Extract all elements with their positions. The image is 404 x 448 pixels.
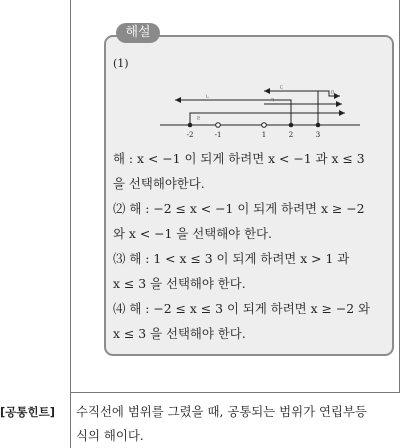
tick-label-3: 3 [315, 131, 321, 139]
point-1 [262, 123, 267, 128]
point-3 [316, 123, 321, 128]
tick-label-neg1: -1 [214, 131, 222, 139]
solution-tag: 해설 [116, 23, 160, 43]
point-2 [289, 123, 294, 128]
solution-line-2: 을 선택해야한다. [113, 176, 205, 191]
tick-label-neg2: -2 [186, 131, 194, 139]
frame-right-border [399, 0, 400, 392]
solution-line-7: ⑷ 해 : −2 ≤ x ≤ 3 이 되게 하려면 x ≥ −2 와 [113, 301, 370, 316]
tick-label-1: 1 [261, 131, 267, 139]
subproblem-label: (1) [113, 57, 129, 70]
hint-line-2: 식의 해이다. [76, 428, 144, 443]
hint-label: [공통힌트] [0, 405, 55, 419]
number-line-diagram [160, 80, 360, 142]
frame-left-border [70, 0, 71, 448]
solution-line-8: x ≤ 3 을 선택해야 한다. [113, 326, 246, 341]
point-neg1 [216, 123, 221, 128]
frame-separator [70, 392, 400, 393]
solution-line-6: x ≤ 3 을 선택해야 한다. [113, 276, 246, 291]
solution-line-3: ⑵ 해 : −2 ≤ x < −1 이 되게 하려면 x ≥ −2 [113, 201, 365, 216]
range-label-ㄹ: ㄹ [196, 116, 201, 122]
range-ㄹ [190, 113, 345, 125]
solution-line-5: ⑶ 해 : 1 < x ≤ 3 이 되게 하려면 x > 1 과 [113, 251, 350, 266]
tick-label-2: 2 [288, 131, 294, 139]
range-label-ㄷ: ㄷ [279, 85, 284, 91]
range-label-ㄱ: ㄱ [270, 98, 275, 104]
solution-line-1: 해 : x < −1 이 되게 하려면 x < −1 과 x ≤ 3 [113, 151, 365, 166]
point-neg2 [188, 123, 193, 128]
hint-line-1: 수직선에 범위를 그렸을 때, 공통되는 범위가 연립부등 [76, 404, 367, 419]
range-label-ㅁ: ㅁ [330, 90, 335, 96]
range-label-ㄴ: ㄴ [205, 94, 210, 100]
solution-line-4: 와 x < −1 을 선택해야 한다. [113, 226, 272, 241]
